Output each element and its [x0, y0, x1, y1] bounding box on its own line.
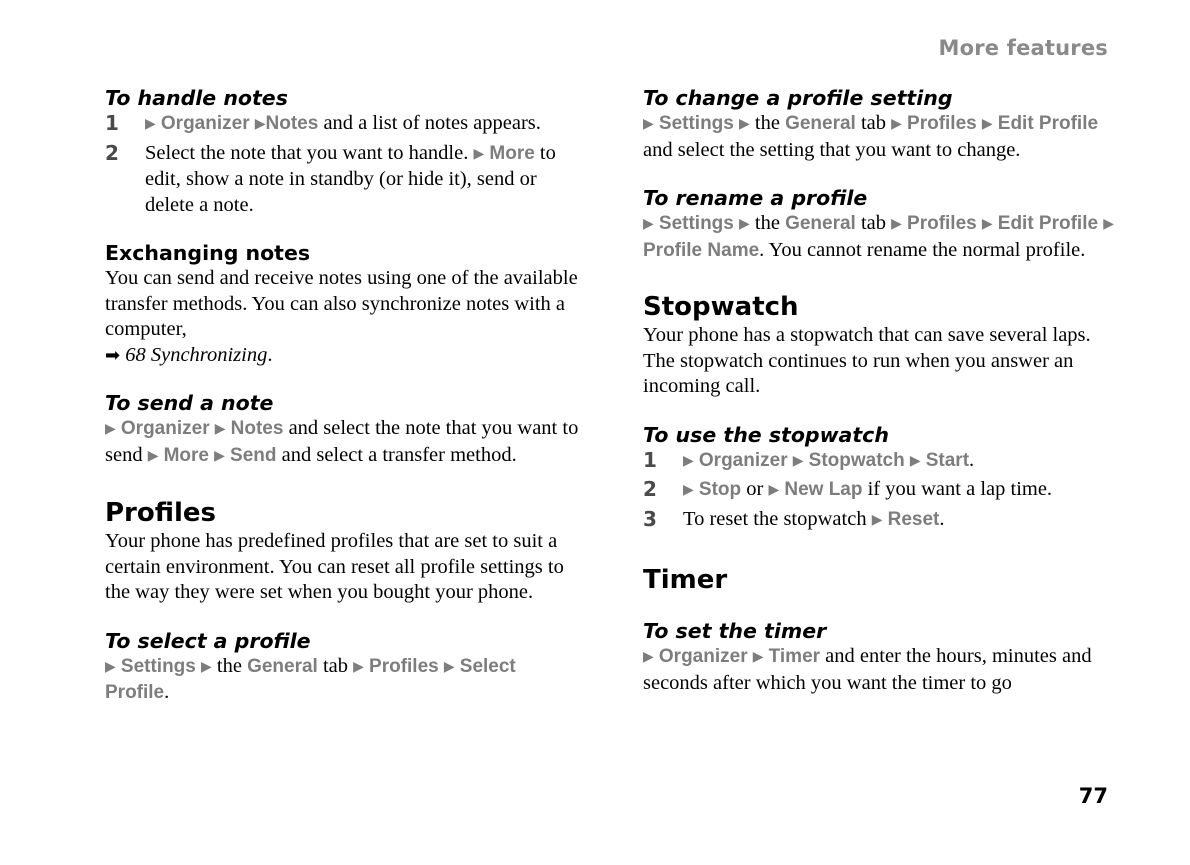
menu-term-select-profile: Select Profile — [105, 655, 516, 703]
step-item — [105, 111, 585, 138]
use-stopwatch-section — [643, 422, 1123, 534]
arrow-icon: ▶ — [214, 448, 225, 464]
arrow-icon: ▶ — [792, 453, 804, 469]
step-number: 1 — [105, 111, 119, 135]
step-item — [643, 507, 1123, 534]
use-stopwatch-title: To use the stopwatch — [643, 422, 889, 447]
stopwatch-heading: Stopwatch — [643, 292, 799, 322]
exchanging-notes-title: Exchanging notes — [105, 241, 311, 265]
step-number: 2 — [643, 477, 657, 501]
body-text: . — [267, 343, 273, 366]
arrow-icon: ▶ — [909, 453, 921, 469]
change-profile-section — [643, 85, 1123, 163]
timer-section — [643, 564, 1123, 596]
menu-term-general: General — [785, 113, 856, 134]
menu-term-notes: Notes — [265, 113, 319, 134]
menu-term-settings: Settings — [658, 213, 734, 234]
arrow-icon: ▶ — [891, 117, 902, 132]
body-text: and enter the hours, minutes and seconds after which you want the timer to go — [643, 645, 1092, 694]
arrow-icon: ▶ — [683, 453, 694, 469]
use-stopwatch-steps — [643, 448, 1123, 534]
set-timer-section — [643, 618, 1123, 696]
step-text: To reset the stopwatch — [683, 507, 872, 530]
arrow-icon: ▶ — [768, 483, 780, 498]
menu-term-settings: Settings — [658, 113, 734, 134]
cross-reference-arrow-icon: ➡ — [105, 344, 121, 366]
arrow-icon: ▶ — [200, 659, 212, 675]
body-text: and select the note that you want to send — [105, 417, 579, 466]
body-text: tab — [317, 654, 354, 677]
set-timer-text — [643, 644, 1123, 696]
body-text: the — [749, 112, 786, 134]
arrow-icon: ▶ — [738, 117, 750, 132]
menu-term-profiles: Profiles — [907, 113, 977, 134]
arrow-icon: ▶ — [353, 659, 364, 675]
menu-term-organizer: Organizer — [120, 418, 210, 439]
menu-term-organizer: Organizer — [658, 646, 748, 667]
step-text: and a list of notes appears. — [318, 112, 541, 134]
arrow-icon: ▶ — [643, 650, 654, 665]
menu-term-general: General — [785, 213, 856, 234]
stopwatch-text: Your phone has a stopwatch that can save several laps. The stopwatch continues to run when you answer an incoming call. — [643, 324, 1091, 397]
step-number: 3 — [643, 506, 657, 531]
arrow-icon: ▶ — [473, 146, 485, 162]
menu-term-organizer: Organizer — [698, 449, 788, 471]
arrow-icon: ▶ — [105, 659, 116, 675]
arrow-icon: ▶ — [254, 117, 266, 132]
arrow-icon: ▶ — [891, 217, 902, 232]
step-item — [643, 477, 1123, 504]
arrow-icon: ▶ — [145, 117, 156, 132]
arrow-icon: ▶ — [752, 650, 764, 665]
menu-term-new-lap: New Lap — [784, 479, 863, 500]
cross-reference-link[interactable]: 68 Synchronizing — [120, 343, 268, 366]
step-item — [105, 141, 585, 219]
arrow-icon: ▶ — [981, 117, 993, 132]
arrow-icon: ▶ — [738, 217, 750, 232]
send-note-text — [105, 416, 585, 469]
exchanging-notes-section — [105, 240, 585, 368]
body-text: . You cannot rename the normal profile. — [759, 238, 1086, 261]
menu-term-general: General — [247, 655, 318, 677]
send-note-section — [105, 390, 585, 469]
step-text: or — [741, 478, 769, 500]
running-head: More features — [938, 36, 1108, 60]
arrow-icon: ▶ — [443, 659, 455, 675]
handle-notes-section — [105, 85, 585, 218]
profiles-heading: Profiles — [105, 498, 217, 528]
arrow-icon: ▶ — [683, 483, 694, 498]
menu-term-notes: Notes — [230, 418, 284, 439]
send-note-title: To send a note — [105, 391, 274, 415]
step-text: if you want a lap time. — [862, 478, 1053, 500]
menu-term-timer: Timer — [768, 646, 821, 667]
menu-term-profile-name: Profile Name — [643, 239, 760, 261]
body-text: and select the setting that you want to change. — [643, 138, 1021, 161]
arrow-icon: ▶ — [981, 217, 993, 232]
select-profile-section — [105, 628, 585, 706]
menu-term-stop: Stop — [698, 479, 742, 500]
rename-profile-title: To rename a profile — [643, 186, 868, 210]
stopwatch-section — [643, 291, 1123, 400]
handle-notes-title: To handle notes — [105, 86, 288, 110]
profiles-section — [105, 497, 585, 606]
step-text: to edit, show a note in standby (or hide it), send or delete a note. — [145, 141, 556, 216]
step-text: . — [939, 507, 945, 530]
arrow-icon: ▶ — [1103, 217, 1114, 232]
menu-term-organizer: Organizer — [160, 113, 250, 134]
menu-term-reset: Reset — [887, 508, 940, 530]
step-item — [643, 448, 1123, 475]
arrow-icon: ▶ — [643, 217, 654, 232]
body-text: You can send and receive notes using one of the available transfer methods. You can also synchronize notes with a computer, — [105, 267, 578, 340]
handle-notes-steps — [105, 111, 585, 218]
page-number: 77 — [1078, 784, 1108, 808]
right-column — [643, 85, 1123, 696]
profiles-text: Your phone has predefined profiles that are set to suit a certain environment. You can reset all profile settings to the way they were set when you bought your phone. — [105, 530, 564, 603]
arrow-icon: ▶ — [105, 422, 116, 437]
body-text: tab — [855, 112, 892, 134]
exchanging-notes-text — [105, 266, 585, 368]
menu-term-profiles: Profiles — [369, 655, 439, 677]
body-text: . — [164, 681, 170, 703]
body-text: the — [749, 212, 786, 234]
menu-term-more: More — [489, 142, 535, 164]
menu-term-edit-profile: Edit Profile — [997, 213, 1099, 234]
change-profile-title: To change a profile setting — [643, 86, 953, 110]
arrow-icon: ▶ — [214, 422, 226, 437]
rename-profile-text — [643, 211, 1123, 263]
step-number: 2 — [105, 140, 119, 165]
menu-term-settings: Settings — [120, 655, 196, 677]
body-text: and select a transfer method. — [276, 443, 517, 466]
body-text: tab — [855, 212, 892, 234]
menu-term-edit-profile: Edit Profile — [997, 113, 1099, 134]
menu-term-more: More — [163, 444, 210, 466]
left-column — [105, 85, 585, 706]
set-timer-title: To set the timer — [643, 619, 827, 643]
menu-term-stopwatch: Stopwatch — [808, 449, 905, 471]
arrow-icon: ▶ — [643, 117, 654, 132]
body-text: the — [211, 654, 248, 677]
menu-term-start: Start — [925, 449, 970, 471]
step-text: Select the note that you want to handle. — [145, 141, 474, 164]
select-profile-title: To select a profile — [105, 628, 311, 653]
rename-profile-section — [643, 185, 1123, 263]
step-number: 1 — [643, 447, 657, 472]
menu-term-profiles: Profiles — [907, 213, 977, 234]
step-text: . — [969, 448, 975, 471]
menu-term-send: Send — [230, 444, 277, 466]
change-profile-text — [643, 111, 1123, 163]
arrow-icon: ▶ — [147, 448, 159, 464]
select-profile-text — [105, 654, 585, 706]
timer-heading: Timer — [643, 565, 728, 595]
arrow-icon: ▶ — [871, 512, 883, 528]
